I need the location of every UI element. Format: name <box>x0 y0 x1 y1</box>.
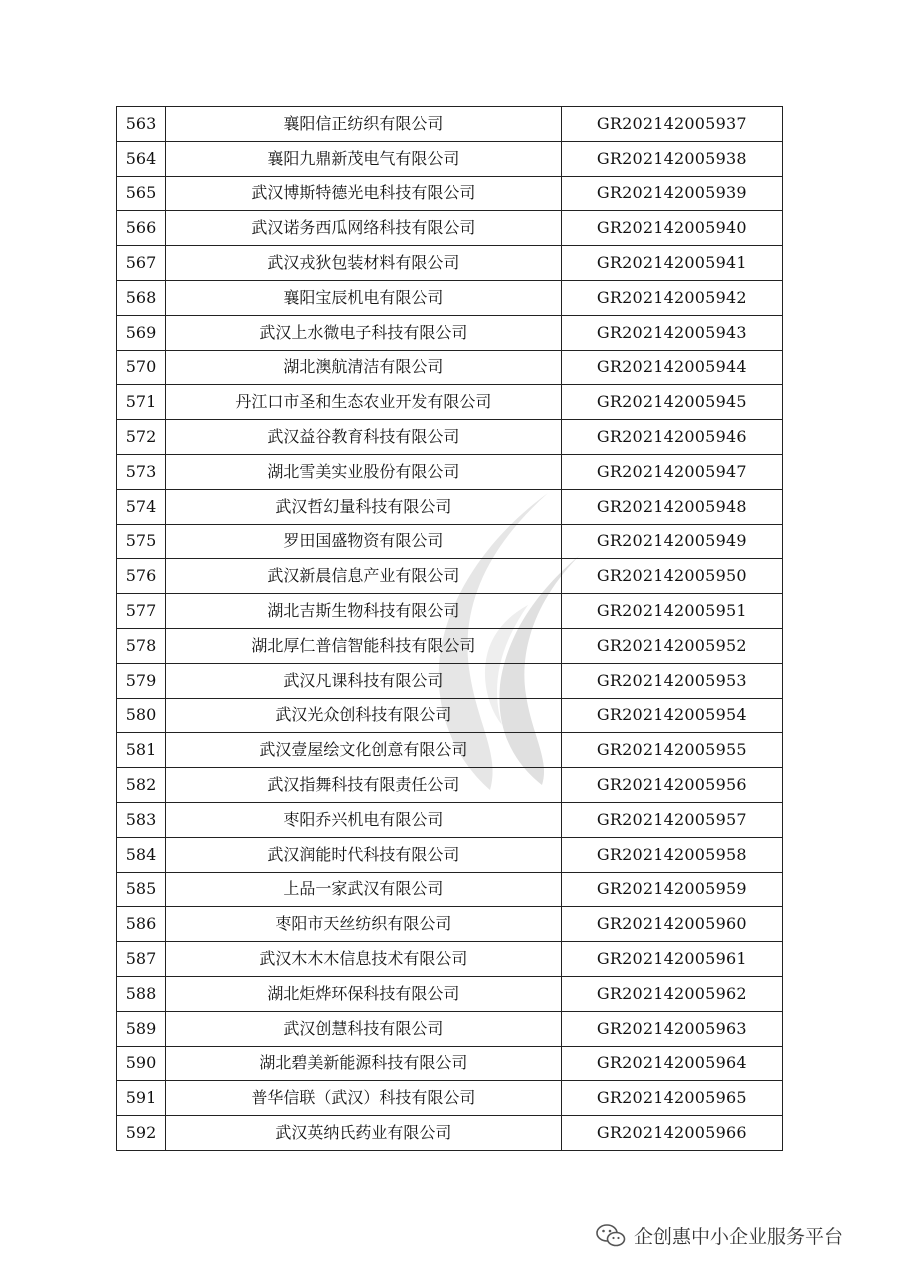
company-name: 武汉壹屋绘文化创意有限公司 <box>166 733 562 768</box>
table-row <box>117 246 783 281</box>
table-row <box>117 907 783 942</box>
row-number: 577 <box>117 594 166 629</box>
table-row <box>117 1081 783 1116</box>
company-name: 武汉新晨信息产业有限公司 <box>166 559 562 594</box>
row-number: 582 <box>117 768 166 803</box>
table-row <box>117 385 783 420</box>
row-number: 571 <box>117 385 166 420</box>
certificate-code: GR202142005942 <box>561 280 782 315</box>
row-number: 592 <box>117 1116 166 1151</box>
company-name: 湖北炬烨环保科技有限公司 <box>166 976 562 1011</box>
certificate-code: GR202142005952 <box>561 628 782 663</box>
company-name: 武汉润能时代科技有限公司 <box>166 837 562 872</box>
certificate-code: GR202142005956 <box>561 768 782 803</box>
company-name: 武汉哲幻量科技有限公司 <box>166 489 562 524</box>
table-row <box>117 628 783 663</box>
certificate-code: GR202142005939 <box>561 176 782 211</box>
table-row <box>117 350 783 385</box>
company-name: 武汉英纳氏药业有限公司 <box>166 1116 562 1151</box>
certificate-code: GR202142005961 <box>561 942 782 977</box>
company-name: 普华信联（武汉）科技有限公司 <box>166 1081 562 1116</box>
row-number: 583 <box>117 802 166 837</box>
certificate-code: GR202142005938 <box>561 141 782 176</box>
company-name: 上品一家武汉有限公司 <box>166 872 562 907</box>
table-row <box>117 872 783 907</box>
row-number: 570 <box>117 350 166 385</box>
certificate-code: GR202142005962 <box>561 976 782 1011</box>
table-row <box>117 1116 783 1151</box>
company-name: 武汉创慧科技有限公司 <box>166 1011 562 1046</box>
company-name: 武汉木木木信息技术有限公司 <box>166 942 562 977</box>
table-row <box>117 559 783 594</box>
certificate-code: GR202142005963 <box>561 1011 782 1046</box>
footer-label: 企创惠中小企业服务平台 <box>634 1226 844 1248</box>
table-row <box>117 698 783 733</box>
table-row <box>117 1011 783 1046</box>
certificate-code: GR202142005948 <box>561 489 782 524</box>
company-name: 武汉指舞科技有限责任公司 <box>166 768 562 803</box>
table-row <box>117 420 783 455</box>
table-row <box>117 594 783 629</box>
company-name: 湖北澳航清洁有限公司 <box>166 350 562 385</box>
certificate-code: GR202142005946 <box>561 420 782 455</box>
row-number: 565 <box>117 176 166 211</box>
row-number: 568 <box>117 280 166 315</box>
row-number: 589 <box>117 1011 166 1046</box>
row-number: 585 <box>117 872 166 907</box>
row-number: 575 <box>117 524 166 559</box>
certificate-code: GR202142005960 <box>561 907 782 942</box>
company-name: 湖北碧美新能源科技有限公司 <box>166 1046 562 1081</box>
row-number: 564 <box>117 141 166 176</box>
certificate-code: GR202142005954 <box>561 698 782 733</box>
company-name: 襄阳九鼎新茂电气有限公司 <box>166 141 562 176</box>
table-row <box>117 176 783 211</box>
row-number: 569 <box>117 315 166 350</box>
row-number: 590 <box>117 1046 166 1081</box>
certificate-code: GR202142005957 <box>561 802 782 837</box>
row-number: 567 <box>117 246 166 281</box>
table-row <box>117 315 783 350</box>
certificate-code: GR202142005944 <box>561 350 782 385</box>
company-name: 武汉凡课科技有限公司 <box>166 663 562 698</box>
company-name: 湖北厚仁普信智能科技有限公司 <box>166 628 562 663</box>
certificate-code: GR202142005940 <box>561 211 782 246</box>
certificate-code: GR202142005937 <box>561 107 782 142</box>
table-row <box>117 942 783 977</box>
certificate-code: GR202142005950 <box>561 559 782 594</box>
certificate-code: GR202142005958 <box>561 837 782 872</box>
table-row <box>117 524 783 559</box>
row-number: 587 <box>117 942 166 977</box>
certificate-code: GR202142005959 <box>561 872 782 907</box>
company-list-table <box>116 106 783 1151</box>
row-number: 580 <box>117 698 166 733</box>
row-number: 576 <box>117 559 166 594</box>
row-number: 574 <box>117 489 166 524</box>
table-row <box>117 837 783 872</box>
company-name: 襄阳信正纺织有限公司 <box>166 107 562 142</box>
row-number: 591 <box>117 1081 166 1116</box>
table-row <box>117 107 783 142</box>
table-row <box>117 141 783 176</box>
row-number: 566 <box>117 211 166 246</box>
certificate-code: GR202142005953 <box>561 663 782 698</box>
company-name: 枣阳乔兴机电有限公司 <box>166 802 562 837</box>
footer-watermark <box>596 1222 843 1249</box>
table-row <box>117 663 783 698</box>
table-row <box>117 768 783 803</box>
certificate-code: GR202142005947 <box>561 454 782 489</box>
certificate-code: GR202142005945 <box>561 385 782 420</box>
company-name: 湖北雪美实业股份有限公司 <box>166 454 562 489</box>
wechat-icon <box>596 1223 626 1249</box>
certificate-code: GR202142005949 <box>561 524 782 559</box>
certificate-code: GR202142005955 <box>561 733 782 768</box>
table-row <box>117 802 783 837</box>
company-name: 丹江口市圣和生态农业开发有限公司 <box>166 385 562 420</box>
certificate-code: GR202142005966 <box>561 1116 782 1151</box>
row-number: 579 <box>117 663 166 698</box>
row-number: 578 <box>117 628 166 663</box>
company-name: 罗田国盛物资有限公司 <box>166 524 562 559</box>
row-number: 586 <box>117 907 166 942</box>
company-name: 湖北吉斯生物科技有限公司 <box>166 594 562 629</box>
certificate-code: GR202142005964 <box>561 1046 782 1081</box>
row-number: 563 <box>117 107 166 142</box>
company-name: 武汉益谷教育科技有限公司 <box>166 420 562 455</box>
table-row <box>117 454 783 489</box>
certificate-code: GR202142005941 <box>561 246 782 281</box>
table-row <box>117 489 783 524</box>
table-row <box>117 1046 783 1081</box>
row-number: 573 <box>117 454 166 489</box>
company-name: 武汉光众创科技有限公司 <box>166 698 562 733</box>
table-row <box>117 733 783 768</box>
row-number: 588 <box>117 976 166 1011</box>
row-number: 581 <box>117 733 166 768</box>
table-row <box>117 280 783 315</box>
table-row <box>117 211 783 246</box>
company-name: 武汉诺务西瓜网络科技有限公司 <box>166 211 562 246</box>
certificate-code: GR202142005943 <box>561 315 782 350</box>
row-number: 584 <box>117 837 166 872</box>
company-name: 武汉上水微电子科技有限公司 <box>166 315 562 350</box>
company-name: 武汉博斯特德光电科技有限公司 <box>166 176 562 211</box>
company-name: 枣阳市天丝纺织有限公司 <box>166 907 562 942</box>
company-name: 襄阳宝辰机电有限公司 <box>166 280 562 315</box>
table-row <box>117 976 783 1011</box>
row-number: 572 <box>117 420 166 455</box>
company-name: 武汉戎狄包装材料有限公司 <box>166 246 562 281</box>
certificate-code: GR202142005965 <box>561 1081 782 1116</box>
certificate-code: GR202142005951 <box>561 594 782 629</box>
